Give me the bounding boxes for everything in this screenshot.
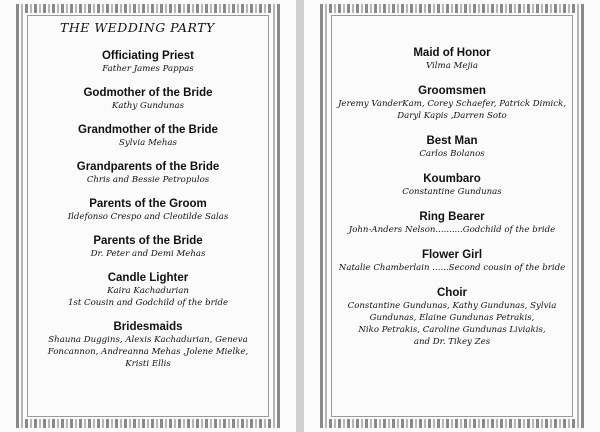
member-names: Vilma Mejia <box>426 61 478 71</box>
member-names: Carlos Bolanos <box>419 149 485 159</box>
party-section <box>334 84 570 122</box>
member-names: Ildefonso Crespo and Cleotilde Salas <box>67 212 229 222</box>
party-section <box>334 134 570 160</box>
role-heading: Koumbaro <box>423 173 481 185</box>
party-section <box>30 160 266 186</box>
page-gutter <box>296 0 304 432</box>
role-heading: Parents of the Bride <box>93 235 203 247</box>
role-heading: Ring Bearer <box>419 211 485 223</box>
page-title: THE WEDDING PARTY <box>60 20 215 35</box>
member-names: Kristi Ellis <box>125 359 171 369</box>
right-page-content <box>334 46 570 360</box>
member-names: Niko Petrakis, Caroline Gundunas Liviakis, <box>358 325 546 335</box>
party-section <box>30 197 266 223</box>
party-section <box>30 49 266 75</box>
party-section <box>30 86 266 112</box>
member-names: Father James Pappas <box>102 64 194 74</box>
member-names: John-Anders Nelson..........Godchild of the bride <box>348 225 556 235</box>
member-names: Constantine Gundunas <box>402 187 502 197</box>
member-names: Chris and Bessie Petropulos <box>86 175 210 185</box>
left-sections <box>30 49 266 370</box>
member-names: Foncannon, Andreanna Mehas ,Jolene Mielke, <box>47 347 249 357</box>
role-heading: Maid of Honor <box>413 47 491 59</box>
role-heading: Best Man <box>426 135 478 147</box>
party-section <box>334 248 570 274</box>
role-heading: Flower Girl <box>421 249 483 261</box>
role-heading: Candle Lighter <box>107 272 189 284</box>
party-section <box>30 234 266 260</box>
role-heading: Parents of the Groom <box>89 198 207 210</box>
party-section <box>334 46 570 72</box>
left-page-content <box>30 20 266 381</box>
party-section <box>334 172 570 198</box>
party-section <box>30 320 266 370</box>
member-names: Gundunas, Elaine Gundunas Petrakis, <box>369 313 535 323</box>
role-heading: Bridesmaids <box>113 321 183 333</box>
role-heading: Officiating Priest <box>101 50 195 62</box>
member-names: Dr. Peter and Demi Mehas <box>90 249 206 259</box>
role-heading: Groomsmen <box>418 85 486 97</box>
member-names: Sylvia Mehas <box>119 138 177 148</box>
role-heading: Choir <box>436 287 468 299</box>
role-heading: Grandparents of the Bride <box>76 161 220 173</box>
right-sections <box>334 46 570 348</box>
party-section <box>334 210 570 236</box>
member-names: Jeremy VanderKam, Corey Schaefer, Patrick Dimick, <box>337 99 567 109</box>
left-page <box>0 0 296 432</box>
party-section <box>334 286 570 348</box>
member-names: Daryl Kapis ,Darren Soto <box>397 111 507 121</box>
member-names: Kaira Kachadurian <box>107 286 189 296</box>
right-page <box>304 0 600 432</box>
role-heading: Godmother of the Bride <box>83 87 213 99</box>
member-names: Kathy Gundunas <box>111 101 185 111</box>
party-section <box>30 271 266 309</box>
member-names: Natalie Chamberlain ......Second cousin of the bride <box>338 263 566 273</box>
member-names: Constantine Gundunas, Kathy Gundunas, Sylvia <box>347 301 557 311</box>
member-names: and Dr. Tikey Zes <box>413 337 491 347</box>
party-section <box>30 123 266 149</box>
member-names: 1st Cousin and Godchild of the bride <box>67 298 229 308</box>
member-names: Shauna Duggins, Alexis Kachadurian, Geneva <box>48 335 248 345</box>
role-heading: Grandmother of the Bride <box>78 124 218 136</box>
